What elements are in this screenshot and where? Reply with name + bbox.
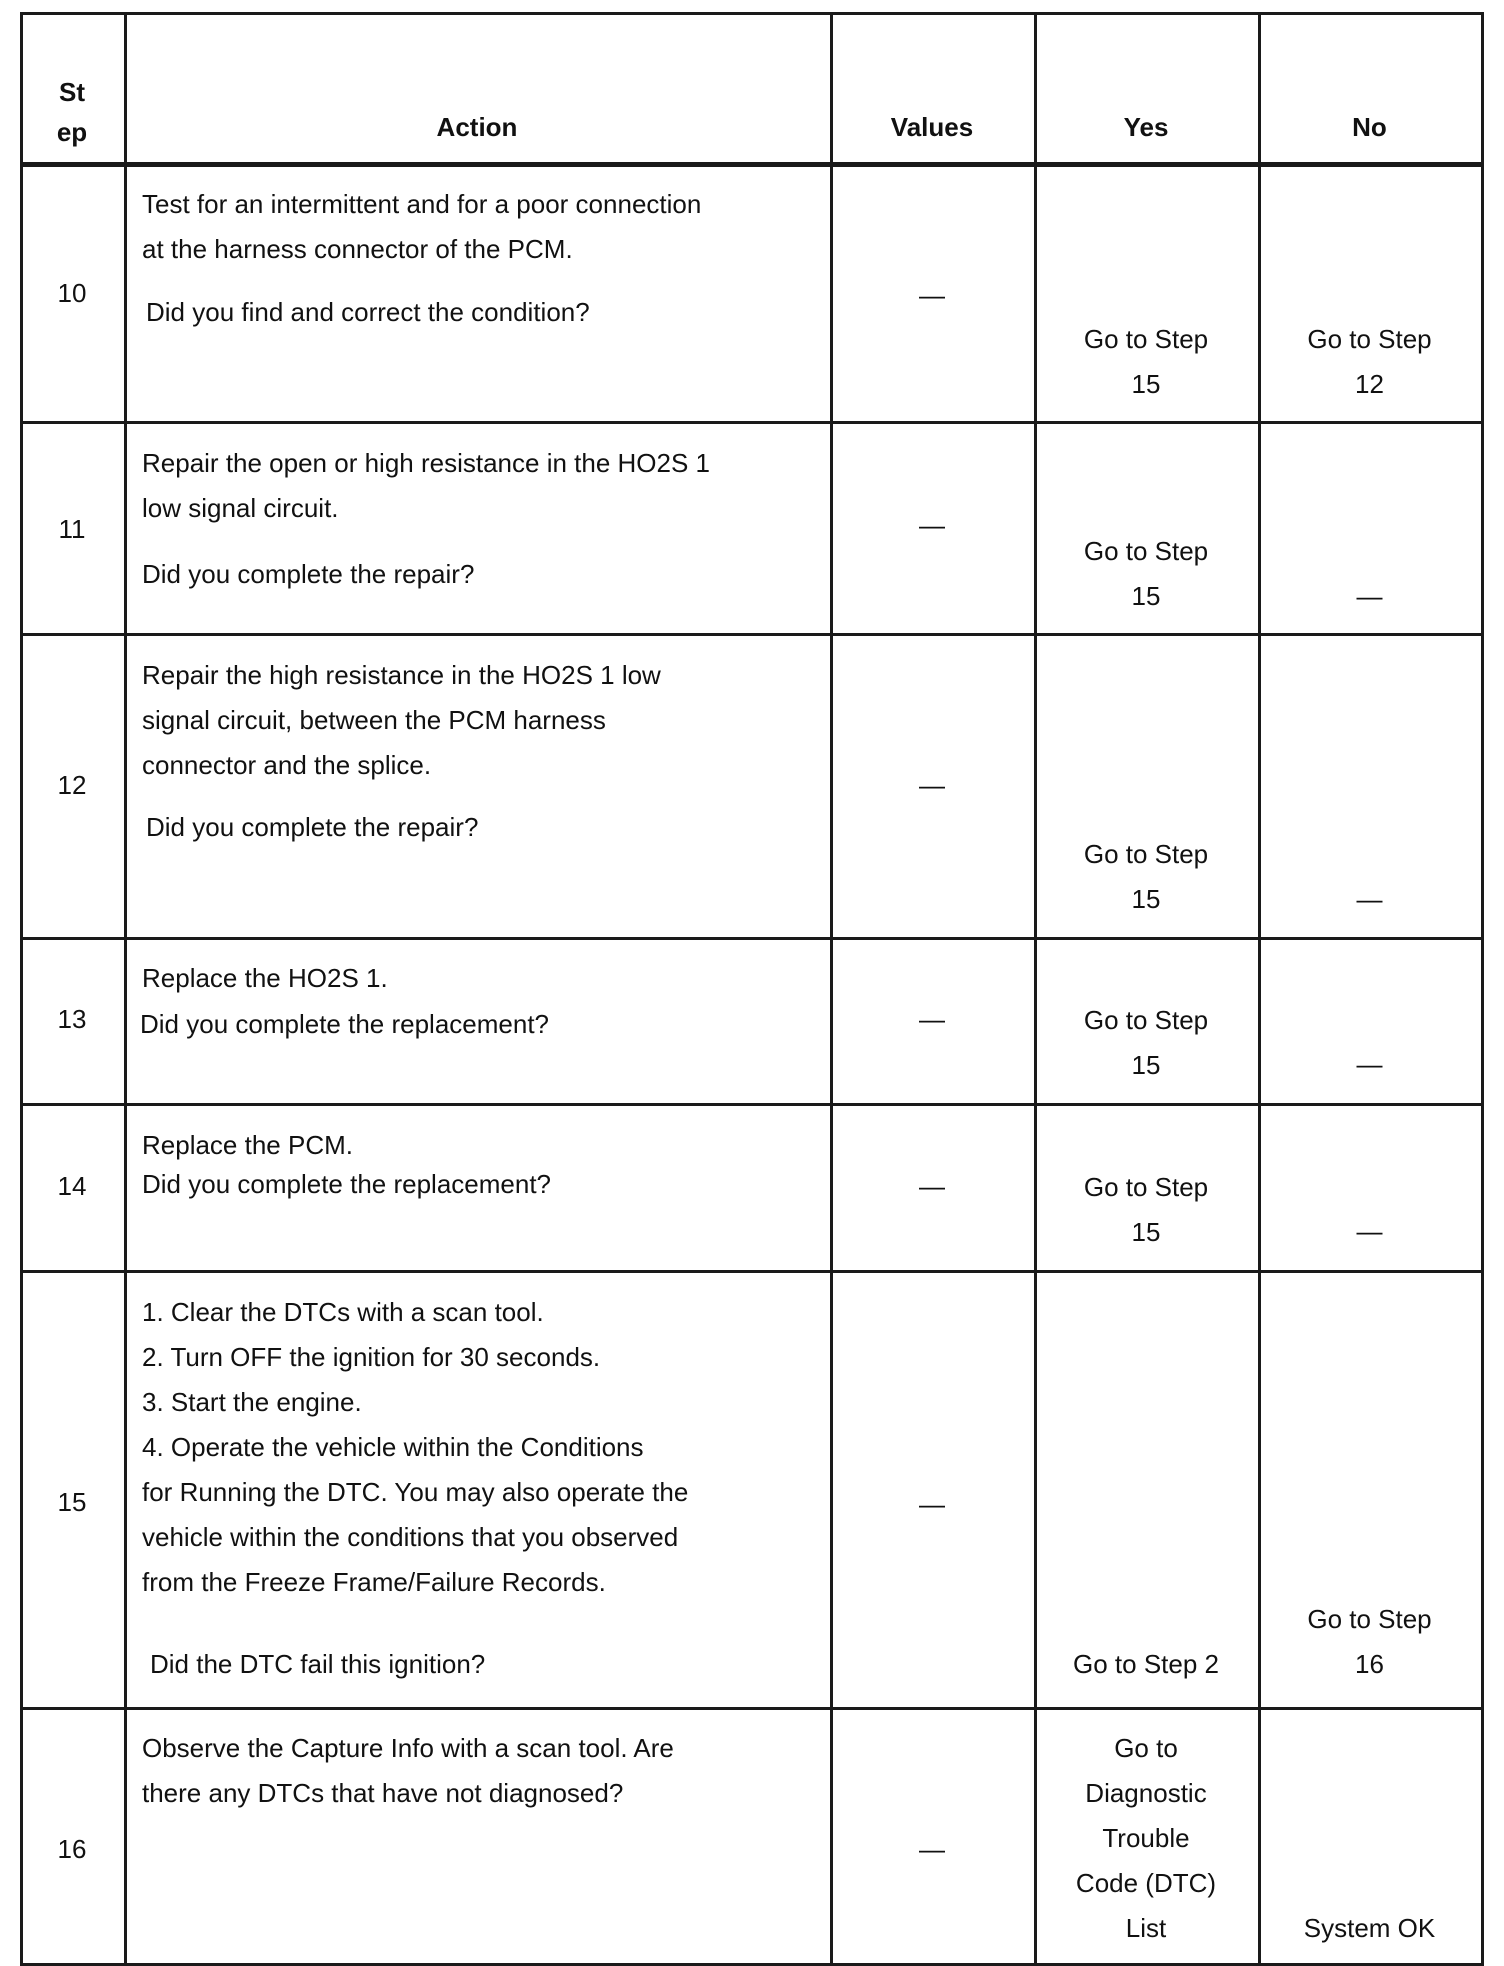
header-values: Values [890, 112, 974, 142]
row-divider [20, 633, 1484, 636]
row-divider [20, 1707, 1484, 1710]
action-question: Did you complete the repair? [142, 559, 475, 589]
yes-action: Go to Step 15 [1083, 1172, 1209, 1247]
action-question: Did you complete the repair? [146, 812, 479, 842]
no-action: — [1356, 884, 1383, 914]
action-text: Test for an intermittent and for a poor connection at the harness connector of the PCM. [142, 189, 702, 264]
no-action: Go to Step 16 [1307, 1604, 1432, 1679]
no-action: — [1356, 1216, 1383, 1246]
row-divider [20, 421, 1484, 424]
value-dash: — [919, 510, 945, 540]
diagnostic-table [20, 12, 1484, 1966]
yes-action: Go to Step 2 [1073, 1649, 1219, 1679]
yes-action: Go to Step 15 [1083, 536, 1209, 611]
no-action: System OK [1303, 1913, 1436, 1943]
value-dash: — [919, 280, 945, 310]
header-step: St ep [56, 77, 88, 147]
step-number: 16 [57, 1834, 87, 1864]
value-dash: — [919, 1834, 945, 1864]
row-divider [20, 937, 1484, 940]
header-divider [20, 162, 1484, 167]
yes-action: Go to Step 15 [1083, 1005, 1209, 1080]
table-border-top [20, 12, 1484, 15]
action-text: Repair the high resistance in the HO2S 1 low signal circuit, between the PCM harness connector and the splice. [142, 660, 661, 780]
action-question: Did you complete the replacement? [140, 1009, 550, 1039]
action-text: 1. Clear the DTCs with a scan tool. 2. Turn OFF the ignition for 30 seconds. 3. Start the engine. 4. Operate the vehicle within the Conditions for Running the DTC. You may also operate the vehicle within the conditions that you observed from the Freeze Frame/Failure Records. [142, 1297, 689, 1597]
header-no: No [1352, 112, 1387, 142]
action-text: Replace the HO2S 1. [142, 963, 388, 993]
step-number: 14 [57, 1171, 87, 1201]
row-divider [20, 1270, 1484, 1273]
no-action: — [1356, 1049, 1383, 1079]
step-number: 11 [58, 514, 86, 544]
step-number: 12 [57, 770, 87, 800]
value-dash: — [919, 770, 945, 800]
yes-action: Go to Step 15 [1083, 324, 1209, 399]
table-border-right [1481, 12, 1484, 1966]
action-text: Observe the Capture Info with a scan tool. Are there any DTCs that have not diagnosed? [142, 1733, 674, 1808]
value-dash: — [919, 1004, 945, 1034]
yes-action: Go to Step 15 [1083, 839, 1209, 914]
action-text: Replace the PCM. [142, 1130, 353, 1160]
yes-action: Go to Diagnostic Trouble Code (DTC) List [1075, 1733, 1217, 1943]
header-yes: Yes [1123, 112, 1169, 142]
action-question: Did you complete the replacement? [142, 1169, 552, 1199]
step-number: 15 [57, 1487, 87, 1517]
column-divider [124, 12, 127, 1966]
action-question: Did the DTC fail this ignition? [150, 1649, 486, 1679]
step-number: 10 [57, 278, 87, 308]
action-question: Did you find and correct the condition? [146, 297, 590, 327]
no-action: Go to Step 12 [1307, 324, 1432, 399]
value-dash: — [919, 1171, 945, 1201]
no-action: — [1356, 581, 1383, 611]
row-divider [20, 1103, 1484, 1106]
header-action: Action [436, 112, 518, 142]
step-number: 13 [57, 1004, 87, 1034]
action-text: Repair the open or high resistance in the HO2S 1 low signal circuit. [142, 448, 711, 523]
value-dash: — [919, 1489, 945, 1519]
